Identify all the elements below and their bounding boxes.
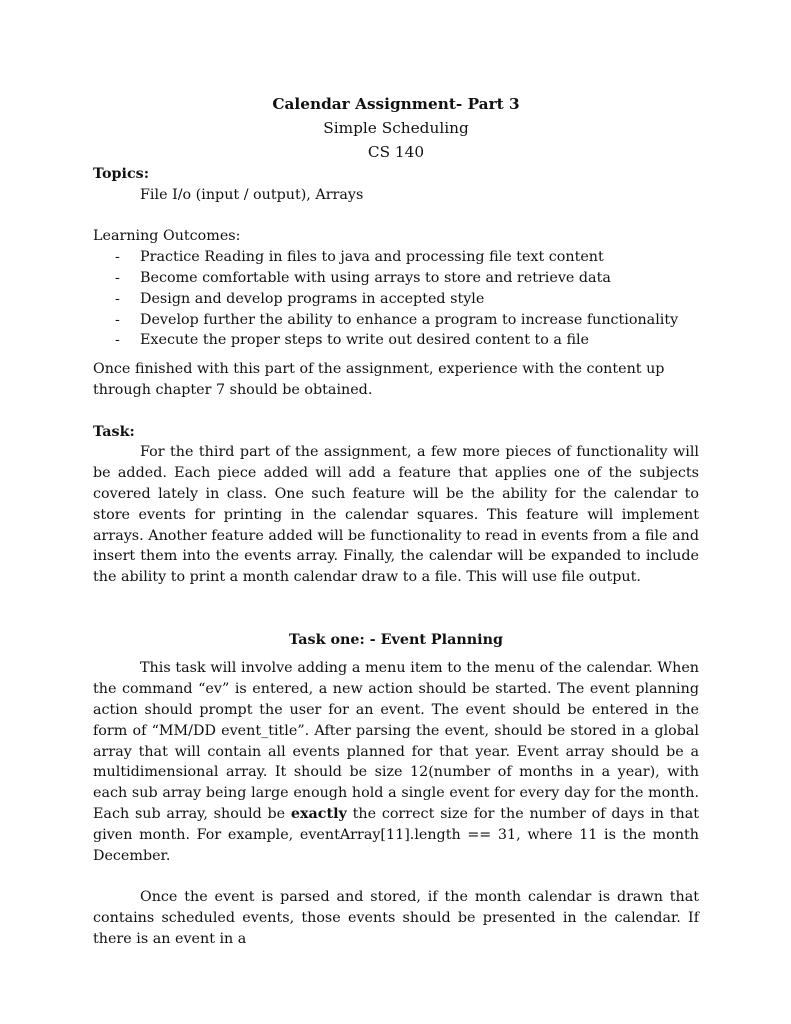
list-item-text: Design and develop programs in accepted style	[140, 290, 485, 307]
spacer	[93, 588, 699, 609]
list-item-text: Develop further the ability to enhance a program to increase functionality	[140, 311, 679, 328]
summary-paragraph: Once finished with this part of the assignment, experience with the content up through chapter 7 should be obtained.	[93, 361, 665, 398]
document-title: Calendar Assignment- Part 3	[272, 95, 520, 113]
list-item-text: Become comfortable with using arrays to store and retrieve data	[140, 269, 611, 286]
task-one-paragraph-2	[93, 887, 699, 949]
task-one-heading: Task one: - Event Planning	[289, 631, 503, 648]
list-item	[93, 330, 699, 351]
task-one-paragraph-1	[93, 658, 699, 866]
dash-bullet: -	[115, 249, 120, 266]
list-item	[93, 310, 699, 331]
list-item-text: Practice Reading in files to java and processing file text content	[140, 249, 604, 266]
spacer	[93, 351, 699, 359]
task-one-text-1a: This task will involve adding a menu item to the menu of the calendar. When the command “ev” is entered, a new action should be started. The event planning action should prompt the user for an event. The event should be entered in the form of “MM/DD event_title”. After parsing the event, should be stored in a global array that will contain all events planned for that year. Event array should be a multidimensional array. It should be size 12(number of months in a year), with each sub array being large enough hold a single event for every day for the month. Each sub array, should be	[93, 660, 699, 822]
emphasis-exactly: exactly	[290, 805, 347, 822]
task-heading: Task:	[93, 423, 135, 440]
spacer	[93, 206, 699, 227]
list-item	[93, 247, 699, 268]
spacer	[93, 650, 699, 658]
document-subtitle: Simple Scheduling	[323, 119, 469, 137]
list-item	[93, 268, 699, 289]
list-item	[93, 289, 699, 310]
topics-heading: Topics:	[93, 166, 149, 182]
topics-text: File I/o (input / output), Arrays	[140, 186, 364, 203]
list-item-text: Execute the proper steps to write out desired content to a file	[140, 332, 590, 349]
dash-bullet: -	[115, 311, 120, 328]
spacer	[93, 866, 699, 887]
dash-bullet: -	[115, 290, 120, 307]
task-one-text-1b: the correct size for the number of days in that given month. For example, eventArray[11].length == 31, where 11 is the month December.	[93, 805, 699, 864]
learning-outcomes-list	[93, 247, 699, 351]
document-body	[93, 92, 699, 949]
task-text: For the third part of the assignment, a few more pieces of functionality will be added. Each piece added will add a feature that applies one of the subjects covered lately in class. One such feature will be the ability for the calendar to store events for printing in the calendar squares. This feature will implement arrays. Another feature added will be functionality to read in events from a file and insert them into the events array. Finally, the calendar will be expanded to include the ability to print a month calendar draw to a file. This will use file output.	[93, 444, 699, 586]
task-paragraph	[93, 442, 699, 588]
task-one-text-2: Once the event is parsed and stored, if the month calendar is drawn that contains scheduled events, those events should be presented in the calendar. If there is an event in a	[93, 889, 699, 947]
dash-bullet: -	[115, 332, 120, 349]
dash-bullet: -	[115, 269, 120, 286]
learning-outcomes-heading: Learning Outcomes:	[93, 228, 241, 245]
spacer	[93, 609, 699, 630]
course-code: CS 140	[367, 143, 425, 161]
spacer	[93, 401, 699, 422]
